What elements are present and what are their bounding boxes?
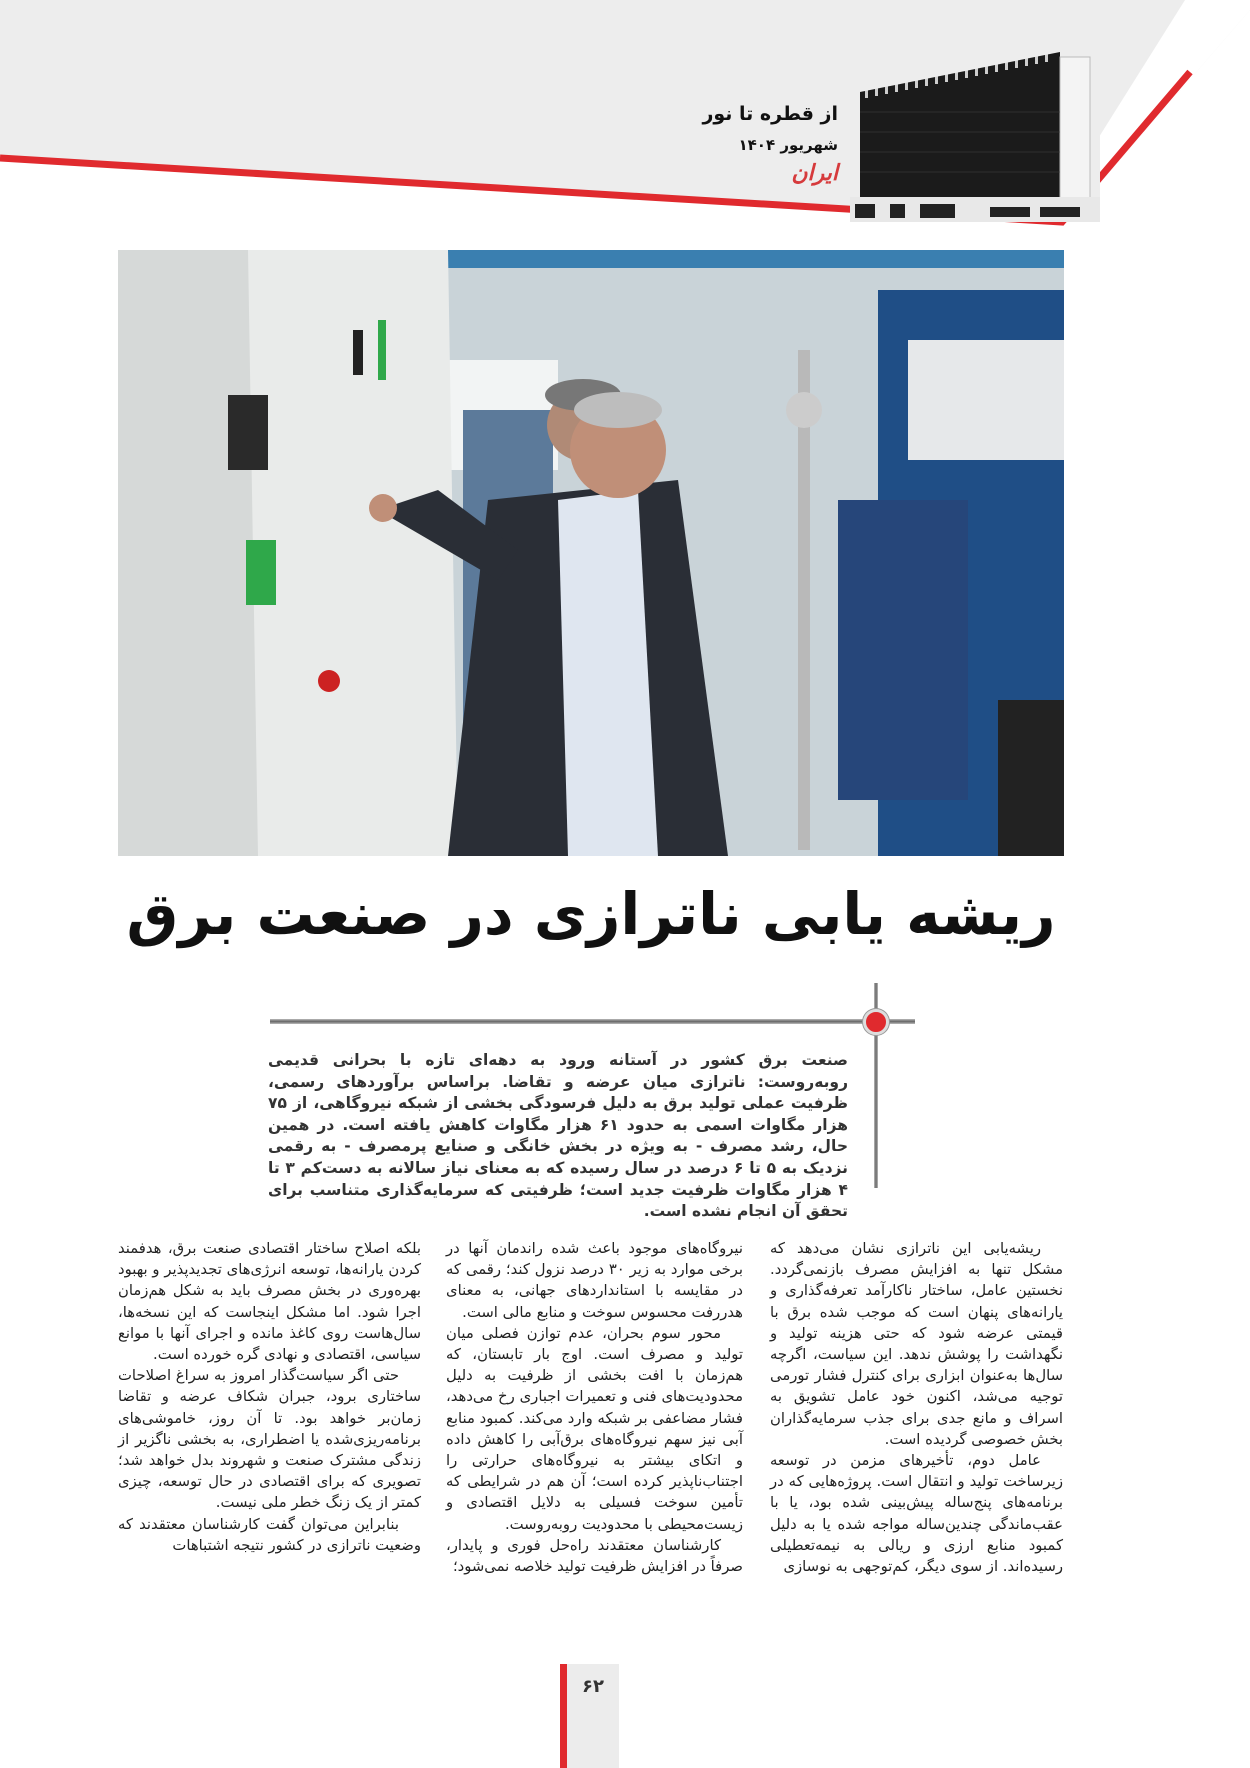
article-column-2 <box>446 1238 743 1577</box>
article-lead: صنعت برق کشور در آستانه ورود به دهه‌ای تازه با بحرانی قدیمی روبه‌روست: ناترازی میان عرضه و تقاضا. براساس برآوردهای رسمی، ظرفیت عملی تولید برق به دلیل فرسودگی بخشی از شبکه نیروگاهی، از ۷۵ هزار مگاوات اسمی به حدود ۶۱ هزار مگاوات کاهش یافته است. در همین حال، رشد مصرف - به ویژه در بخش خانگی و صنایع پرمصرف - به رقمی نزدیک به ۵ تا ۶ درصد در سال رسیده که به معنای نیاز سالانه به دست‌کم ۳ تا ۴ هزار مگاوات ظرفیت جدید است؛ ظرفیتی که سرمایه‌گذاری متناسب برای تحقق آن انجام نشده است. <box>268 1051 848 1221</box>
divider-dot-ornament <box>863 1009 889 1035</box>
paragraph: بلکه اصلاح ساختار اقتصادی صنعت برق، هدفمند کردن یارانه‌ها، توسعه انرژی‌های تجدیدپذیر و بهبود بهره‌وری در بخش مصرف باید به شکل هم‌زمان اجرا شود. اما مشکل اینجاست که این نسخه‌ها، سال‌هاست روی کاغذ مانده و اجرای آنها با موانع سیاسی، اقتصادی و نهادی گره خورده است. <box>118 1240 421 1364</box>
paragraph: بنابراین می‌توان گفت کارشناسان معتقدند که وضعیت ناترازی در کشور نتیجه اشتباهات <box>118 1515 421 1554</box>
article-headline: ریشه یابی ناترازی در صنعت برق <box>126 880 1056 948</box>
magazine-title: از قطره تا نور <box>702 103 838 125</box>
brand-logo: ایران <box>791 160 838 186</box>
paragraph: عامل دوم، تأخیرهای مزمن در توسعه زیرساخت تولید و انتقال است. پروژه‌هایی که در برنامه‌های پنج‌ساله پیش‌بینی شده بود، یا با عقب‌ماندگی چندین‌ساله مواجه شده یا به دلیل کمبود منابع ارزی و ریالی به نیمه‌تعطیلی رسیده‌اند. از سوی دیگر، کم‌توجهی به نوسازی <box>770 1452 1063 1576</box>
paragraph: کارشناسان معتقدند راه‌حل فوری و پایدار، صرفاً در افزایش ظرفیت تولید خلاصه نمی‌شود؛ <box>446 1536 743 1576</box>
article-column-1 <box>770 1238 1063 1577</box>
article-column-3 <box>118 1238 421 1556</box>
paragraph: حتی اگر سیاست‌گذار امروز به سراغ اصلاحات ساختاری برود، جبران شکاف عرضه و تقاضا زمان‌بر خواهد بود. تا آن روز، خاموشی‌های برنامه‌ریزی‌شده یا اضطراری، به بخشی ناگزیر از زندگی مشترک صنعت و شهروند بدل خواهد شد؛ تصویری که برای اقتصادی در حال توسعه، چیزی کمتر از یک زنگ خطر ملی نیست. <box>118 1367 421 1512</box>
page-number-accent-bar <box>560 1664 567 1768</box>
issue-date: شهریور ۱۴۰۴ <box>738 136 838 154</box>
page-number: ۶۲ <box>582 1676 604 1697</box>
building-image <box>850 52 1100 222</box>
paragraph: نیروگاه‌های موجود باعث شده راندمان آنها در برخی موارد به زیر ۳۰ درصد نزول کند؛ رقمی که در مقایسه با استانداردهای جهانی، به معنای هدررفت محسوس سوخت و منابع مالی است. <box>446 1240 743 1321</box>
divider-horizontal <box>270 1019 915 1024</box>
paragraph: محور سوم بحران، عدم توازن فصلی میان تولید و مصرف است. اوج بار تابستان، که هم‌زمان با افت بخشی از ظرفیت به دلیل محدودیت‌های فنی و تعمیرات اجباری رخ می‌دهد، فشار مضاعفی بر شبکه وارد می‌کند. کمبود منابع آبی نیز سهم نیروگاه‌های برق‌آبی را کاهش داده و اتکای بیشتر به نیروگاه‌های حرارتی را اجتناب‌ناپذیر کرده است؛ آن هم در شرایطی که تأمین سوخت فسیلی به دلایل اقتصادی و زیست‌محیطی با محدودیت روبه‌روست. <box>446 1324 743 1533</box>
article-photo <box>118 250 1064 856</box>
paragraph: ریشه‌یابی این ناترازی نشان می‌دهد که مشکل تنها به افزایش مصرف بازنمی‌گردد. نخستین عامل، ساختار ناکارآمد تعرفه‌گذاری و یارانه‌های پنهان است که موجب شده برق با قیمتی عرضه شود که حتی هزینه تولید و نگهداشت را پوشش ندهد. این سیاست، اگرچه سال‌ها به‌عنوان ابزاری برای کنترل فشار تورمی توجیه می‌شد، اکنون خود عامل تشویق به اسراف و مانع جدی برای جذب سرمایه‌گذاران بخش خصوصی گردیده است. <box>770 1240 1063 1448</box>
